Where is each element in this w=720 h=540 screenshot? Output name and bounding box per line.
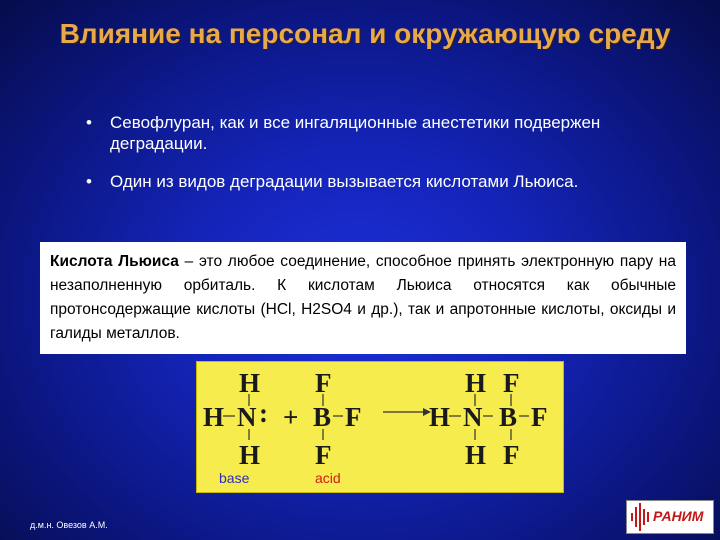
slide-title: Влияние на персонал и окружающую среду [59,18,671,49]
atom-h-bottom-left: H [239,440,261,470]
atom-h-top-left: H [239,368,261,398]
bullet-item [86,171,646,192]
reaction-diagram [196,361,564,493]
adduct-molecule [429,368,548,470]
boron-trifluoride-molecule [313,368,362,470]
definition-term: Кислота Льюиса [50,253,179,270]
atom-f-right: F [345,402,362,432]
bullet-item [86,112,646,154]
definition-text: – это любое соединение, способное принять электронную пару на незаполненную орбиталь. К кислотам Льюиса относятся как обычные протонсодержащие кислоты (HCl, H2SO4 и др.), так и апротонные кислоты, оксиды и галиды металлов. [50,253,676,342]
atom-b2: B [499,402,518,432]
plus-sign: + [283,402,299,432]
waveform-logo-icon [627,501,653,533]
atom-f-top2: F [503,368,520,398]
atom-h-bottom: H [465,440,487,470]
atom-h-top: H [465,368,487,398]
logo [626,500,714,534]
atom-h-left2: H [429,402,451,432]
atom-f-top: F [315,368,332,398]
atom-f-bottom: F [315,440,332,470]
bullet-dot-icon: • [86,172,92,191]
lone-pair-icon: : [259,398,268,428]
reaction-svg [197,362,563,492]
bullet-text: Севофлуран, как и все ингаляционные анестетики подвержен деградации. [110,113,601,153]
atom-b: B [313,402,332,432]
base-label: base [219,470,250,486]
atom-f-right2: F [531,402,548,432]
atom-n: N [463,402,483,432]
acid-label: acid [315,470,341,486]
logo-text: РАНИМ [653,508,704,524]
bullet-dot-icon: • [86,113,92,132]
atom-h-left: H [203,402,225,432]
bullet-list [86,112,646,209]
ammonia-molecule [203,368,268,470]
bullet-text: Один из видов деградации вызывается кислотами Льюиса. [110,172,579,191]
atom-n-left: N [237,402,257,432]
atom-f-bottom2: F [503,440,520,470]
author-footer: д.м.н. Овезов А.М. [30,520,108,530]
lewis-acid-definition [40,242,686,354]
